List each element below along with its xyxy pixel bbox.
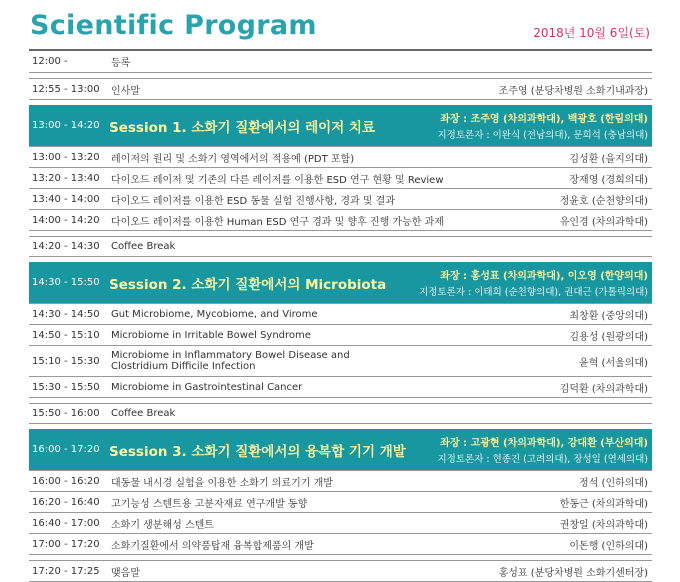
row-content: Microbiome in Irritable Bowel Syndrome — [111, 329, 311, 341]
row-content: 다이오드 레이저 및 기존의 다른 레이저를 이용한 ESD 연구 현황 및 Review — [111, 174, 444, 186]
closing-row — [29, 560, 652, 582]
row-speaker: 홍성표 (분당차병원 소화기센터장) — [498, 567, 648, 579]
row-content-line-1: Microbiome in Inflammatory Bowel Disease and — [111, 350, 350, 361]
program-date: 2018년 10월 6일(토) — [533, 26, 650, 40]
row-speaker: 정석 (인하의대) — [579, 477, 648, 489]
table-row — [29, 147, 652, 168]
row-time: 12:55 - 13:00 — [32, 83, 100, 95]
row-time: 15:50 - 16:00 — [32, 408, 100, 419]
table-row — [29, 189, 652, 210]
row-content — [109, 350, 579, 372]
row-content-line-2: Clostridium Difficile Infection — [111, 361, 256, 372]
row-time: 16:00 - 16:20 — [32, 475, 100, 487]
coffee-break-row — [29, 236, 652, 257]
session-chairs: 좌장 : 조주영 (차의과학대), 백광호 (한림의대) — [440, 114, 648, 125]
row-time: 14:30 - 14:50 — [32, 308, 100, 320]
row-time: 13:20 - 13:40 — [32, 172, 100, 184]
row-speaker: 정윤호 (순천향의대) — [559, 195, 648, 207]
session-panel: 지정토론자 : 현종진 (고려의대), 장성일 (연세의대) — [437, 454, 648, 465]
row-content: 레이저의 원리 및 소화기 영역에서의 적용예 (PDT 포함) — [111, 153, 355, 165]
row-time: 17:20 - 17:25 — [32, 565, 100, 577]
table-row — [29, 346, 652, 377]
row-content: 대동물 내시경 실험을 이용한 소화기 의료기기 개발 — [111, 477, 333, 489]
row-speaker: 이돈행 (인하의대) — [569, 540, 648, 552]
session-time: 16:00 - 17:20 — [32, 444, 100, 455]
row-content: 다이오드 레이저를 이용한 Human ESD 연구 경과 및 향후 진행 가능한 과제 — [111, 216, 444, 228]
table-row — [29, 168, 652, 189]
row-content: 소화기질환에서 의약품탑재 융복합제품의 개발 — [111, 540, 314, 552]
row-speaker: 김성환 (을지의대) — [569, 153, 648, 165]
row-content: 맺음말 — [111, 567, 140, 579]
row-content: 등록 — [111, 58, 131, 69]
program-title: Scientific Program — [30, 10, 317, 41]
row-speaker: 최창환 (중앙의대) — [569, 310, 648, 322]
row-speaker: 김덕환 (차의과학대) — [559, 383, 648, 395]
session-1-header — [29, 105, 652, 147]
row-speaker: 한동근 (차의과학대) — [559, 498, 648, 510]
row-time: 15:30 - 15:50 — [32, 381, 100, 393]
row-time: 16:40 - 17:00 — [32, 517, 100, 529]
session-time: 14:30 - 15:50 — [32, 277, 100, 288]
session-panel: 지정토론자 : 이완식 (전남의대), 문희석 (충남의대) — [437, 130, 648, 141]
row-speaker: 유인경 (차의과학대) — [559, 216, 648, 228]
row-content: 다이오드 레이저를 이용한 ESD 동물 실험 진행사항, 경과 및 결과 — [111, 195, 395, 207]
row-time: 17:00 - 17:20 — [32, 538, 100, 550]
row-time: 13:40 - 14:00 — [32, 193, 100, 205]
table-row — [29, 513, 652, 534]
session-panel: 지정토론자 : 이태희 (순천향의대), 권대근 (가톨릭의대) — [419, 287, 648, 298]
row-time: 14:20 - 14:30 — [32, 241, 100, 252]
session-2-header — [29, 262, 652, 304]
row-time: 12:00 - — [32, 56, 68, 67]
row-content: 인사말 — [111, 85, 140, 97]
row-speaker: 윤혁 (서울의대) — [579, 357, 648, 369]
table-row — [29, 51, 652, 73]
table-row — [29, 492, 652, 513]
row-content: 소화기 생분해성 스텐트 — [111, 519, 214, 531]
session-title: Session 1. 소화기 질환에서의 레이저 치료 — [109, 119, 376, 136]
table-row — [29, 325, 652, 346]
session-3-header — [29, 429, 652, 471]
row-content: 고기능성 스텐트용 고분자재료 연구개발 동향 — [111, 498, 308, 510]
program-table — [29, 49, 652, 582]
session-chairs: 좌장 : 고광현 (차의과학대), 강대환 (부산의대) — [440, 438, 648, 449]
row-time: 13:00 - 13:20 — [32, 151, 100, 163]
session-title: Session 3. 소화기 질환에서의 융복합 기기 개발 — [109, 443, 406, 460]
table-row — [29, 471, 652, 492]
coffee-break-row — [29, 403, 652, 424]
row-time: 14:00 - 14:20 — [32, 214, 100, 226]
session-chairs: 좌장 : 홍성표 (차의과학대), 이오영 (한양의대) — [440, 271, 648, 282]
row-time: 14:50 - 15:10 — [32, 329, 100, 341]
table-row — [29, 78, 652, 100]
row-time: 15:10 - 15:30 — [32, 355, 100, 367]
row-time: 16:20 - 16:40 — [32, 496, 100, 508]
session-time: 13:00 - 14:20 — [32, 120, 100, 131]
table-row — [29, 534, 652, 555]
row-speaker: 김용성 (원광의대) — [569, 331, 648, 343]
row-speaker: 조주영 (분당차병원 소화기내과장) — [498, 85, 648, 97]
row-speaker: 권창일 (차의과학대) — [559, 519, 648, 531]
table-row — [29, 377, 652, 398]
row-speaker: 장재영 (경희의대) — [569, 174, 648, 186]
row-content: Coffee Break — [111, 241, 176, 252]
row-content: Gut Microbiome, Mycobiome, and Virome — [111, 308, 318, 320]
table-row — [29, 304, 652, 325]
row-content: Coffee Break — [111, 408, 176, 419]
row-content: Microbiome in Gastrointestinal Cancer — [111, 381, 303, 393]
table-row — [29, 210, 652, 231]
session-title: Session 2. 소화기 질환에서의 Microbiota — [109, 276, 387, 293]
